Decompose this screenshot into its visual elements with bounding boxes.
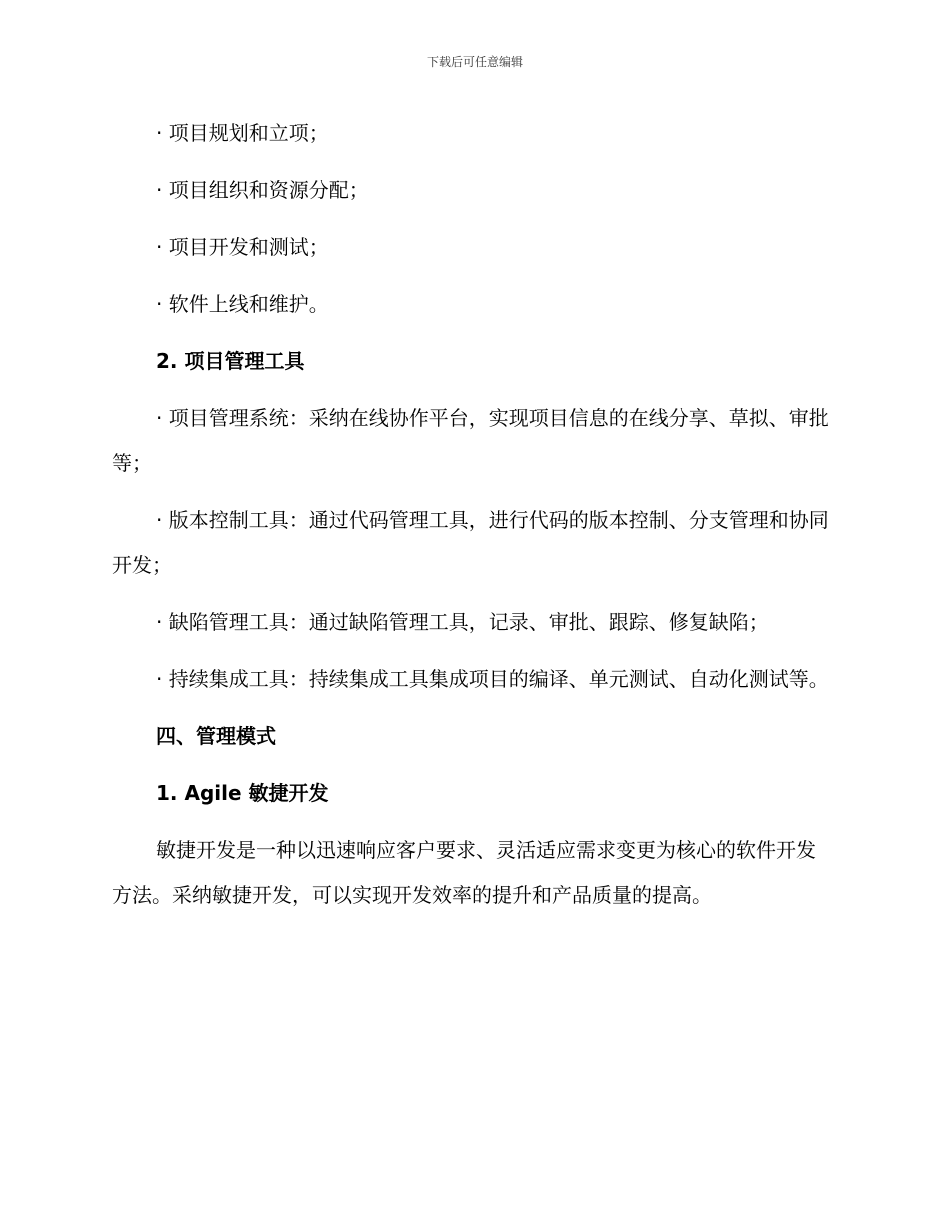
list-item: · 版本控制工具：通过代码管理工具，进行代码的版本控制、分支管理和协同开发； [112,508,829,577]
list-item: · 项目开发和测试； [156,235,329,259]
section-heading: 四、管理模式 [156,724,276,748]
list-item: · 缺陷管理工具：通过缺陷管理工具，记录、审批、跟踪、修复缺陷； [156,610,769,634]
section-heading: 2. 项目管理工具 [156,349,305,373]
page-header: 下载后可任意编辑 [426,55,523,69]
list-item: · 项目管理系统：采纳在线协作平台，实现项目信息的在线分享、草拟、审批等； [112,406,829,475]
list-item: · 项目组织和资源分配； [156,178,369,202]
body-paragraph: 敏捷开发是一种以迅速响应客户要求、灵活适应需求变更为核心的软件开发方法。采纳敏捷开发，可以实现开发效率的提升和产品质量的提高。 [112,838,816,907]
document-body [112,111,832,930]
list-item: · 项目规划和立项； [156,121,329,145]
list-item: · 软件上线和维护。 [156,292,329,316]
subsection-heading: 1. Agile 敏捷开发 [156,781,329,805]
list-item: · 持续集成工具：持续集成工具集成项目的编译、单元测试、自动化测试等。 [156,667,829,691]
